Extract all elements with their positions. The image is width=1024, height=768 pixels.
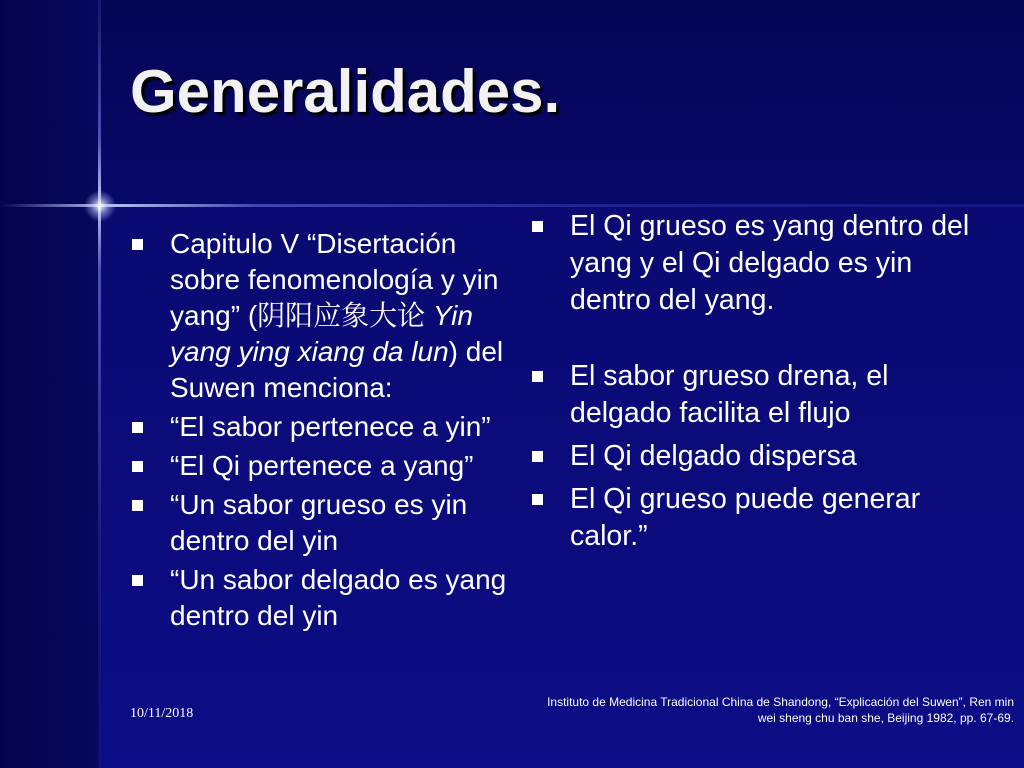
bullet-item-capitulo (130, 226, 530, 406)
left-band (0, 0, 100, 768)
bullet-item-qi-grueso (530, 208, 985, 319)
bullet-text: El Qi grueso es yang dentro del yang y el Qi delgado es yin dentro del yang. (570, 210, 970, 316)
bullet-text: “Un sabor grueso es yin dentro del yin (170, 489, 468, 556)
citation-line: Instituto de Medicina Tradicional China de Shandong, “Explicación del Suwen”, Ren min (547, 695, 1014, 709)
bullet-item-qi-dispersa (530, 438, 985, 475)
square-bullet-icon (532, 221, 543, 232)
square-bullet-icon (532, 371, 543, 382)
right-bullet-list (530, 208, 985, 555)
square-bullet-icon (132, 500, 143, 511)
right-bullet-column (530, 208, 985, 561)
bullet-item-sabor-yin (130, 409, 530, 445)
bullet-text (425, 300, 433, 331)
left-bullet-column (130, 226, 530, 637)
bullet-text: El Qi grueso puede generar calor.” (570, 483, 921, 552)
bullet-text: “El Qi pertenece a yang” (170, 450, 474, 481)
star-flare-vertical (98, 0, 101, 768)
bullet-text: El Qi delgado dispersa (570, 440, 857, 472)
chinese-title-text: 阴阳应象大论 (257, 299, 426, 332)
square-bullet-icon (132, 575, 143, 586)
bullet-item-sabor-delgado (130, 562, 530, 634)
square-bullet-icon (132, 461, 143, 472)
square-bullet-icon (532, 451, 543, 462)
bullet-text: ) del Suwen menciona: (170, 336, 504, 403)
bullet-text: “Un sabor delgado es yang dentro del yin (170, 564, 507, 631)
bullet-text: Capitulo V “Disertación sobre fenomenología y yin yang” ( (170, 228, 499, 331)
bullet-item-sabor-drena (530, 358, 985, 432)
square-bullet-icon (132, 422, 143, 433)
square-bullet-icon (532, 494, 543, 505)
bullet-text: “El sabor pertenece a yin” (170, 411, 491, 442)
footer-citation (454, 694, 1014, 726)
left-bullet-list (130, 226, 530, 634)
bullet-item-qi-yang (130, 448, 530, 484)
bullet-item-sabor-grueso (130, 487, 530, 559)
square-bullet-icon (132, 239, 143, 250)
star-flare-horizontal (0, 204, 1024, 207)
footer-date: 10/11/2018 (130, 706, 194, 721)
star-glow-icon (84, 190, 116, 222)
citation-line: wei sheng chu ban she, Beijing 1982, pp. 67-69. (757, 711, 1014, 725)
bullet-text: El sabor grueso drena, el delgado facilita el flujo (570, 360, 889, 429)
pinyin-title-text: Yin yang ying xiang da lun (170, 300, 473, 367)
slide-title: Generalidades. (130, 58, 561, 125)
bullet-item-qi-calor (530, 481, 985, 555)
